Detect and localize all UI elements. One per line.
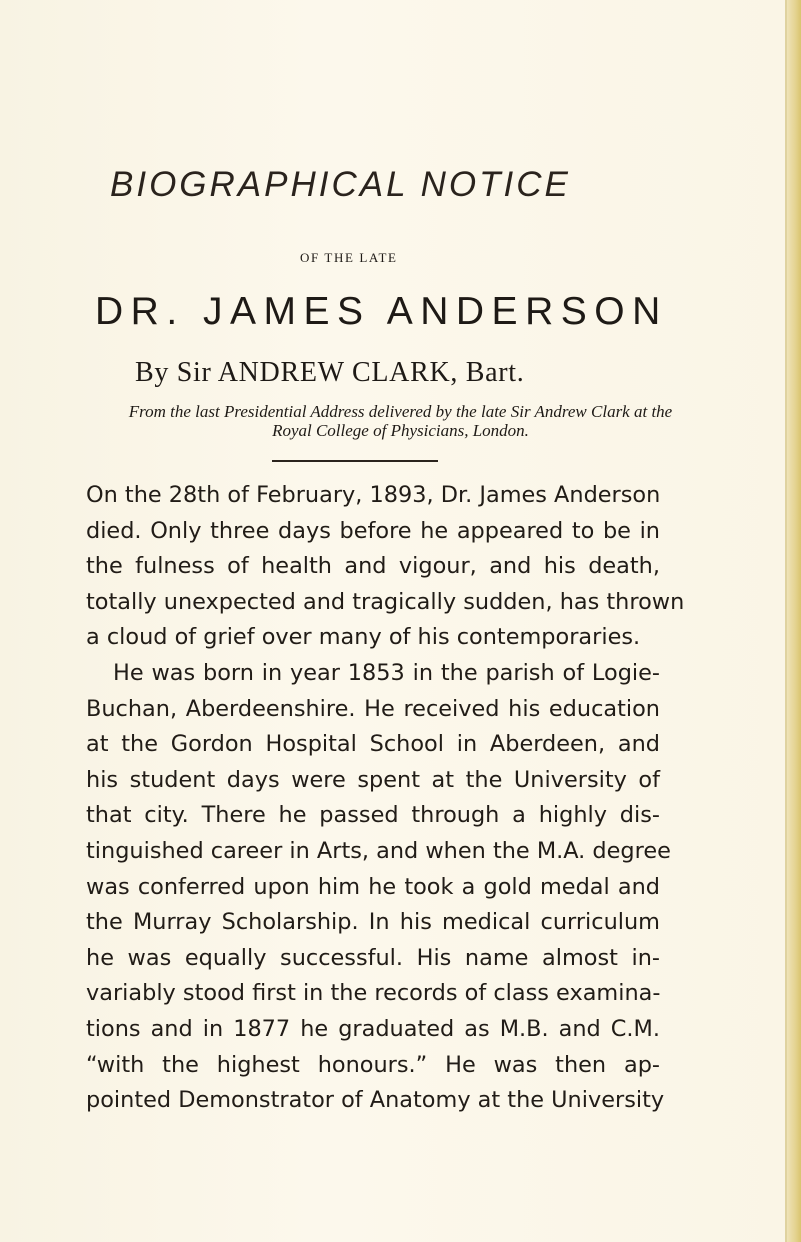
text-line: the Murray Scholarship. In his medical curriculum: [86, 909, 660, 936]
text-line: died. Only three days before he appeared to be in: [86, 517, 660, 544]
text-line: variably stood first in the records of class examina-: [86, 980, 661, 1007]
text-line: On the 28th of February, 1893, Dr. James Anderson: [86, 482, 661, 508]
source-note-line-1: From the last Presidential Address delivered by the late Sir Andrew Clark at the: [128, 402, 673, 421]
text-line: that city. There he passed through a highly dis-: [86, 802, 660, 829]
page-gilt-edge: [787, 0, 801, 1242]
text-line: he was equally successful. His name almost in-: [86, 944, 660, 971]
text-line: at the Gordon Hospital School in Aberdeen, and: [86, 731, 660, 758]
source-note: [88, 402, 713, 440]
of-the-late-label: OF THE LATE: [300, 250, 398, 265]
text-line: his student days were spent at the University of: [86, 766, 660, 793]
biography-text: [86, 478, 685, 1119]
text-line: pointed Demonstrator of Anatomy at the University: [86, 1087, 665, 1114]
text-line: “with the highest honours.” He was then ap-: [86, 1051, 660, 1078]
paragraph-2: [86, 656, 671, 1119]
text-line: the fulness of health and vigour, and his death,: [86, 553, 660, 580]
source-note-line-2: Royal College of Physicians, London.: [272, 421, 529, 440]
text-line: tinguished career in Arts, and when the M.A. degree: [86, 837, 671, 864]
subject-name: DR. JAMES ANDERSON: [95, 290, 668, 333]
text-line: a cloud of grief over many of his contemporaries.: [86, 624, 641, 651]
text-line: tions and in 1877 he graduated as M.B. and C.M.: [86, 1015, 660, 1042]
divider-rule: [272, 460, 438, 462]
text-line: Buchan, Aberdeenshire. He received his education: [86, 695, 660, 722]
text-line: was conferred upon him he took a gold medal and: [86, 873, 660, 900]
text-line: He was born in year 1853 in the parish of Logie-: [113, 659, 660, 686]
author-byline: By Sir ANDREW CLARK, Bart.: [135, 357, 525, 388]
notice-title: BIOGRAPHICAL NOTICE: [110, 165, 571, 204]
paragraph-1: [86, 478, 685, 656]
text-line: totally unexpected and tragically sudden, has thrown: [86, 588, 685, 615]
